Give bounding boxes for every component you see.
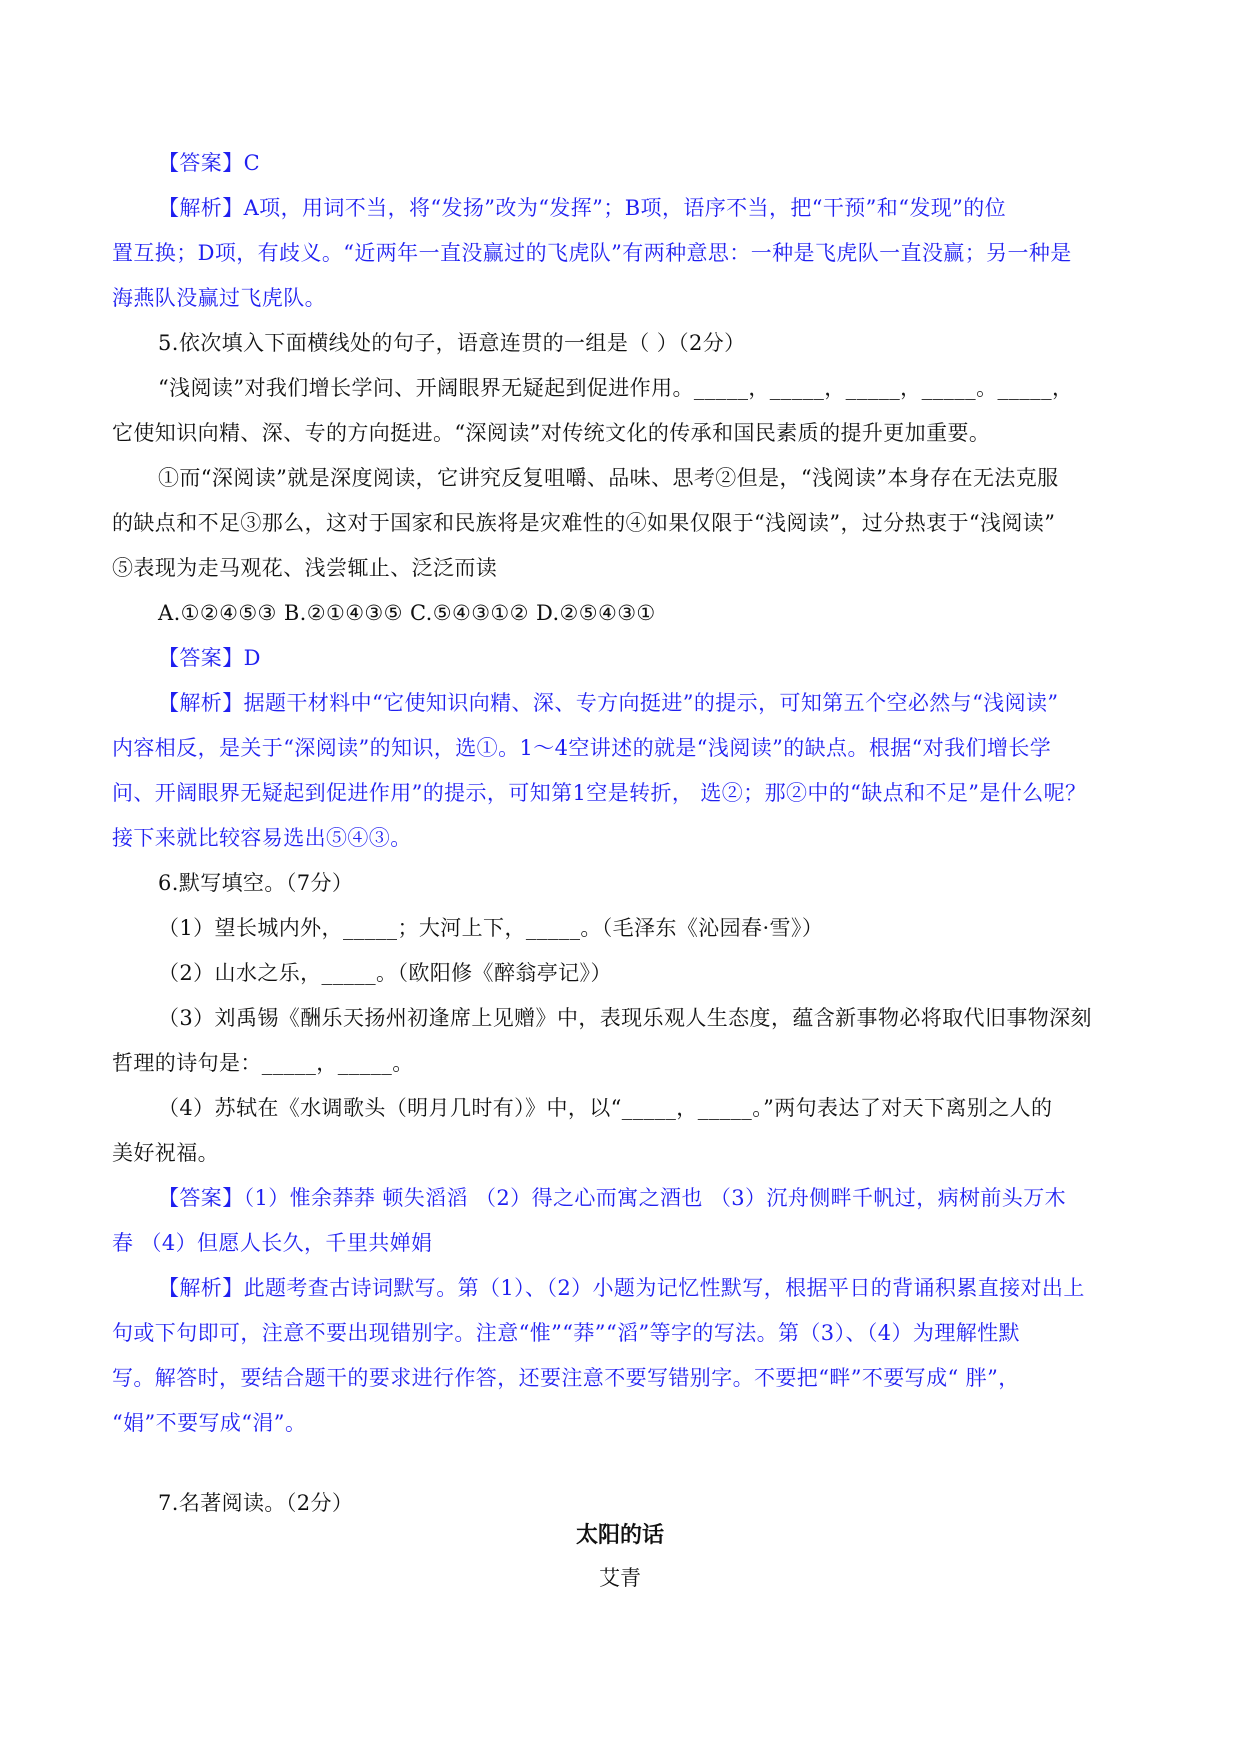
text-line-ans6a: 【答案】（1）惟余莽莽 顿失滔滔 （2）得之心而寓之酒也 （3）沉舟侧畔千帆过，病树前头万木 — [158, 1186, 1067, 1210]
text-line-q6c1: （3）刘禹锡《酬乐天扬州初逢席上见赠》中，表现乐观人生态度，蕴含新事物必将取代旧事物深刻 — [158, 1006, 1092, 1030]
text-line-q5o2: 的缺点和不足③那么，这对于国家和民族将是灾难性的④如果仅限于“浅阅读”，过分热衷于“浅阅读” — [112, 511, 1056, 535]
text-line-exp5a: 【解析】据题干材料中“它使知识向精、深、专方向挺进”的提示，可知第五个空必然与“浅阅读” — [158, 691, 1059, 715]
text-line-exp6c: 写。解答时，要结合题干的要求进行作答，还要注意不要写错别字。不要把“畔”不要写成“ 胖”， — [112, 1366, 1020, 1390]
text-line-ans6b: 春 （4）但愿人长久，千里共婵娟 — [112, 1231, 433, 1255]
text-line-ans5: 【答案】D — [158, 646, 261, 670]
text-line-q6a: （1）望长城内外，_____；大河上下，_____。（毛泽东《沁园春·雪》） — [158, 916, 824, 940]
text-line-ans4: 【答案】C — [158, 151, 261, 175]
text-line-exp4c: 海燕队没赢过飞虎队。 — [112, 286, 326, 310]
text-line-q5o1: ①而“深阅读”就是深度阅读，它讲究反复咀嚼、品味、思考②但是，“浅阅读”本身存在无法克服 — [158, 466, 1059, 490]
poem-title: 太阳的话 — [575, 1523, 664, 1548]
text-line-exp5c: 问、开阔眼界无疑起到促进作用”的提示，可知第1空是转折， 选②；那②中的“缺点和不足”是什么呢？ — [112, 781, 1087, 805]
text-line-q6b: （2）山水之乐，_____。（欧阳修《醉翁亭记》） — [158, 961, 612, 985]
text-line-exp4b: 置互换；D项，有歧义。“近两年一直没赢过的飞虎队”有两种意思：一种是飞虎队一直没赢；另一种是 — [112, 241, 1072, 265]
text-line-q7: 7.名著阅读。（2分） — [158, 1491, 354, 1515]
text-line-exp6a: 【解析】此题考查古诗词默写。第（1）、（2）小题为记忆性默写，根据平日的背诵积累直接对出上 — [158, 1276, 1085, 1300]
text-line-q5c: A.①②④⑤③ B.②①④③⑤ C.⑤④③①② D.②⑤④③① — [158, 601, 656, 625]
text-line-q6d2: 美好祝福。 — [112, 1141, 219, 1165]
poem-author: 艾青 — [599, 1566, 641, 1590]
text-line-q5: 5.依次填入下面横线处的句子，语意连贯的一组是（ ）（2分） — [158, 331, 746, 355]
text-line-exp5b: 内容相反，是关于“深阅读”的知识，选①。1～4空讲述的就是“浅阅读”的缺点。根据“对我们增长学 — [112, 736, 1052, 760]
text-line-q5o3: ⑤表现为走马观花、浅尝辄止、泛泛而读 — [112, 556, 498, 580]
text-line-exp6d: “娟”不要写成“涓”。 — [112, 1411, 307, 1435]
text-line-exp4a: 【解析】A项，用词不当，将“发扬”改为“发挥”；B项，语序不当，把“干预”和“发现”的位 — [158, 196, 1007, 220]
text-line-q5p1: “浅阅读”对我们增长学问、开阔眼界无疑起到促进作用。_____，_____，_____，_____。_____， — [158, 376, 1074, 400]
text-line-q6d1: （4）苏轼在《水调歌头（明月几时有）》中，以“_____，_____。”两句表达了对天下离别之人的 — [158, 1096, 1053, 1120]
text-line-q6c2: 哲理的诗句是：_____，_____。 — [112, 1051, 414, 1075]
text-line-q6: 6.默写填空。（7分） — [158, 871, 354, 895]
text-line-q5p2: 它使知识向精、深、专的方向挺进。“深阅读”对传统文化的传承和国民素质的提升更加重要。 — [112, 421, 991, 445]
text-line-exp5d: 接下来就比较容易选出⑤④③。 — [112, 826, 412, 850]
text-line-exp6b: 句或下句即可，注意不要出现错别字。注意“惟”“莽”“滔”等字的写法。第（3）、（4）为理解性默 — [112, 1321, 1020, 1345]
